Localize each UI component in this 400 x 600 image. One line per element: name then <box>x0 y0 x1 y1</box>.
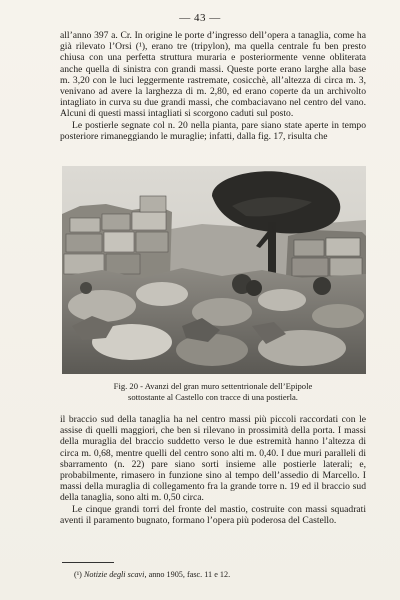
footnote-source-title: Notizie degli scavi <box>83 570 145 579</box>
footnote-divider <box>62 562 114 563</box>
photo-ruined-wall <box>62 166 366 374</box>
page-number: — 43 — <box>179 12 221 24</box>
paragraph: Le cinque grandi torri del fronte del mastio, costruite con massi squadrati aventi il paramento bugnato, formano l’opera più poderosa del Castello. <box>60 503 366 526</box>
figure-photo <box>62 166 366 374</box>
figure-caption <box>60 381 366 402</box>
paragraph: all’anno 397 a. Cr. In origine le porte d’ingresso dell’opera a tanaglia, come ha già rilevato l’Orsi (¹), erano tre (tripylon), ma quella centrale fu ben presto chiusa con una perfetta struttura muraria e posteriormente venne obliterata anche quella di sinistra con grandi massi. Queste porte erano larghe alla base m. 3,20 con le luci leggermente rastremate, cosicchè, all’altezza di circa m. 3, venivano ad avere la larghezza di m. 2,80, ed erano coperte da un archivolto intagliato in curva su due grandi massi, che combaciavano nel centro del vano. Alcuni di questi massi intagliati si scorgono caduti sul posto. <box>60 30 366 120</box>
paragraph: Le postierle segnate col n. 20 nella pianta, pare siano state aperte in tempo posteriore rimaneggiando le muraglie; infatti, dalla fig. 17, risulta che <box>60 119 366 142</box>
body-text-bottom <box>60 414 366 526</box>
caption-line: Fig. 20 - Avanzi del gran muro settentrionale dell’Epipole <box>113 381 313 391</box>
footnote-source-details: , anno 1905, fasc. 11 e 12. <box>144 570 231 579</box>
footnote <box>74 570 230 580</box>
caption-line: sottostante al Castello con tracce di una postierla. <box>128 391 298 402</box>
body-text-top <box>60 30 366 142</box>
paragraph: il braccio sud della tanaglia ha nel centro massi più piccoli raccordati con le assise di quelli maggiori, che ben si rilevano in prossimità della porta. I massi della muraglia del braccio suddetto verso le due estremità hanno l’altezza di circa m. 0,68, mentre quelli del centro sono alti m. 0,40. I due muri paralleli di sbarramento (n. 22) pare siano sorti insieme alle postierle laterali; e, probabilmente, rimasero in funzione sino al tempo dell’assedio di Marcello. I massi della muraglia di collegamento fra la grande torre n. 19 ed il braccio sud della tanaglia, sono alti m. 0,50 circa. <box>60 414 366 504</box>
footnote-marker: (¹) <box>74 570 84 579</box>
